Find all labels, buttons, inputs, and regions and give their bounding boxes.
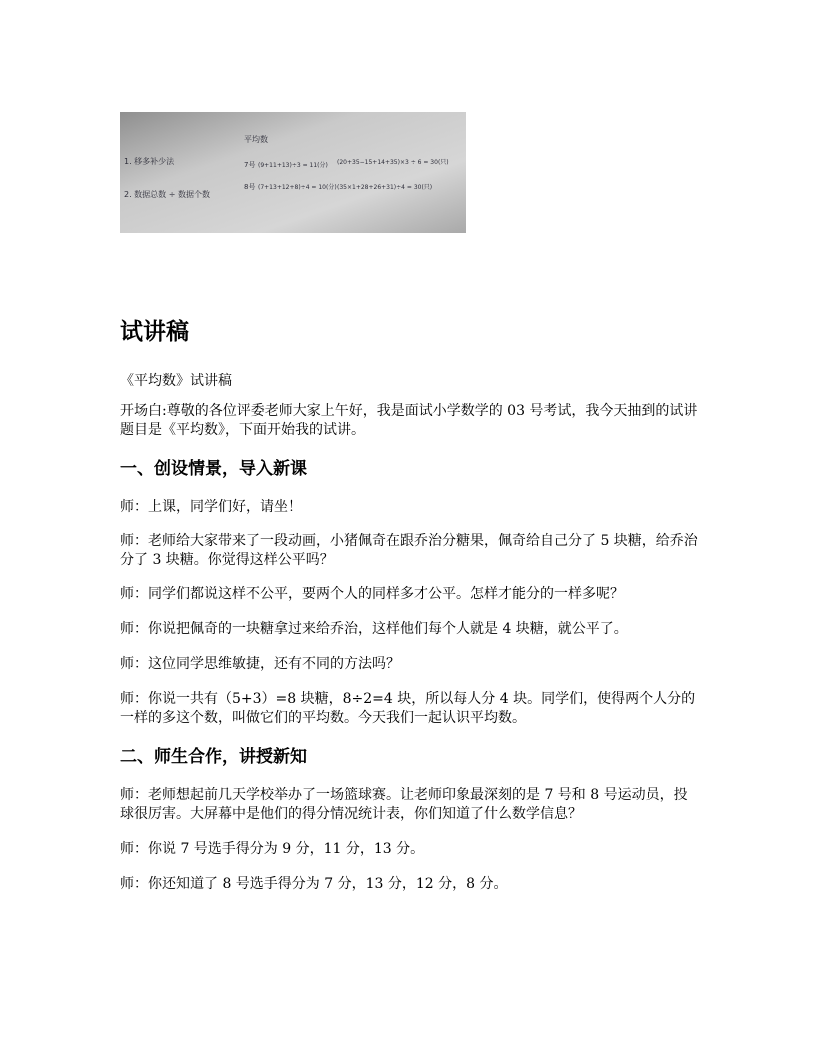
section-heading-1: 一、创设情景，导入新课 xyxy=(120,459,307,479)
intro-paragraph: 开场白:尊敬的各位评委老师大家上午好，我是面试小学数学的 03 号考试，我今天抽到的试讲题目是《平均数》，下面开始我的试讲。 xyxy=(120,403,698,438)
paragraph: 师：同学们都说这样不公平，要两个人的同样多才公平。怎样才能分的一样多呢？ xyxy=(120,586,624,602)
paragraph: 师：你说把佩奇的一块糖拿过来给乔治，这样他们每个人就是 4 块糖，就公平了。 xyxy=(120,621,628,637)
photo-row2-right: (35×1+28+26+31)÷4 = 30(只) xyxy=(337,184,433,191)
whiteboard-image xyxy=(120,112,466,233)
paragraph: 师：上课，同学们好，请坐！ xyxy=(120,499,302,515)
paragraph: 师：这位同学思维敏捷，还有不同的方法吗？ xyxy=(120,656,400,672)
paragraph: 师：老师给大家带来了一段动画，小猪佩奇在跟乔治分糖果，佩奇给自己分了 5 块糖，给乔治分了 3 块糖。你觉得这样公平吗？ xyxy=(120,533,698,568)
paragraph: 师：你说 7 号选手得分为 9 分，11 分，13 分。 xyxy=(120,841,425,857)
paragraph: 师：你还知道了 8 号选手得分为 7 分，13 分，12 分，8 分。 xyxy=(120,876,508,892)
whiteboard-photo xyxy=(120,112,466,233)
photo-row2-label: 8号 xyxy=(244,183,256,191)
photo-note-2: 2. 数据总数 ÷ 数据个数 xyxy=(124,190,210,199)
document-body xyxy=(120,314,700,894)
photo-note-1: 1. 移多补少法 xyxy=(124,157,175,166)
photo-row2-calc: (7+13+12+8)÷4 = 10(分) xyxy=(258,184,337,191)
doc-subtitle: 《平均数》试讲稿 xyxy=(120,373,232,389)
paragraph: 师：老师想起前几天学校举办了一场篮球赛。让老师印象最深刻的是 7 号和 8 号运动员，投球很厉害。大屏幕中是他们的得分情况统计表，你们知道了什么数学信息？ xyxy=(120,787,688,822)
photo-row1-label: 7号 xyxy=(244,161,256,169)
section-heading-2: 二、师生合作，讲授新知 xyxy=(120,747,307,767)
photo-row1-calc: (9+11+13)÷3 = 11(分) xyxy=(258,162,328,169)
photo-title: 平均数 xyxy=(244,135,268,144)
page-title: 试讲稿 xyxy=(120,319,189,345)
photo-row1-right: (20+35−15+14+35)×3 ÷ 6 = 30(只) xyxy=(337,159,449,166)
paragraph: 师：你说一共有（5+3）=8 块糖，8÷2=4 块，所以每人分 4 块。同学们，使得两个人分的一样的多这个数，叫做它们的平均数。今天我们一起认识平均数。 xyxy=(120,691,696,726)
